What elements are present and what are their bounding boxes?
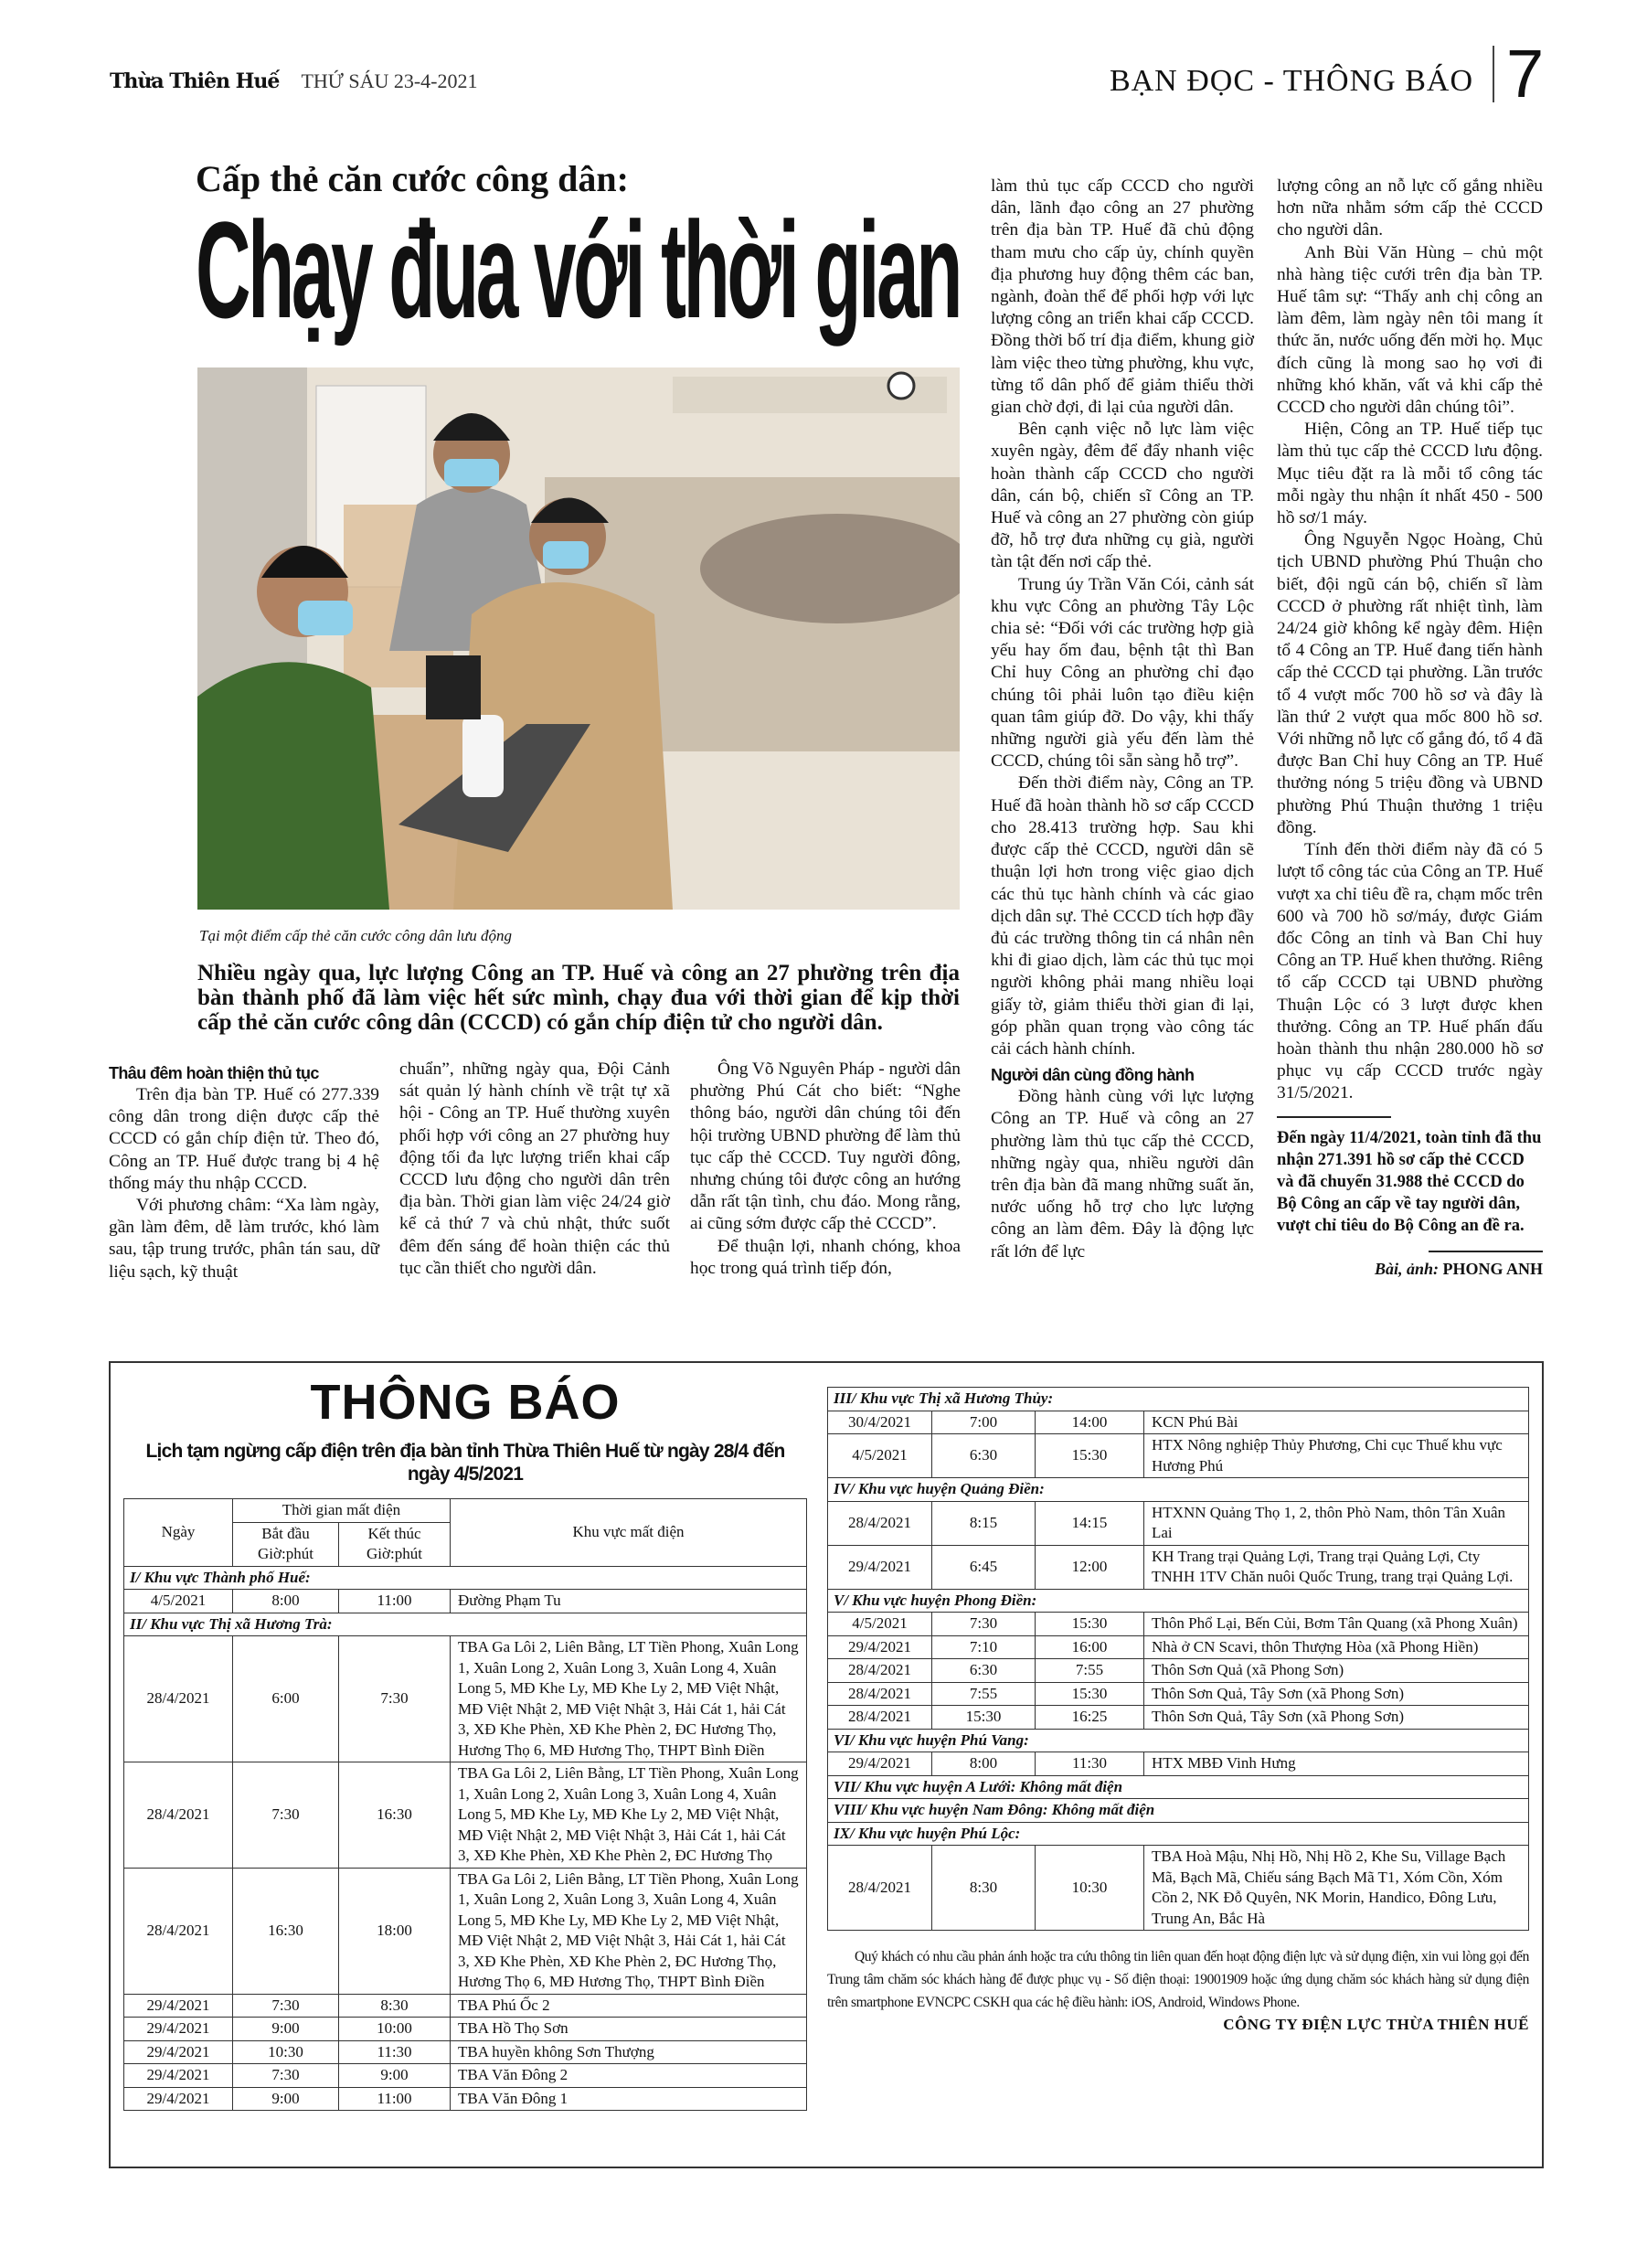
table-row: [828, 1635, 1529, 1659]
cell-date: 29/4/2021: [828, 1545, 932, 1589]
cell-area: TBA Ga Lôi 2, Liên Bằng, LT Tiền Phong, Xuân Long 1, Xuân Long 2, Xuân Long 3, Xuân Long 4, Xuân Long 5, MĐ Khe Ly, MĐ Khe Ly 2, MĐ Việt Nhật, MĐ Việt Nhật 2, MĐ Việt Nhật 3, Hải Cát 1, hải Cát 3, XĐ Khe Phèn, XĐ Khe Phèn 2, ĐC Hương Thọ, Hương Thọ 6, MĐ Hương Thọ, THPT Bình Điền: [451, 1636, 807, 1762]
table-row: [828, 1682, 1529, 1706]
cell-end: 8:30: [339, 1994, 451, 2018]
table-row: [124, 1590, 807, 1613]
section-row: [828, 1775, 1529, 1799]
article-headline: Chạy đua với thời gian: [196, 193, 961, 346]
cell-start: 8:30: [932, 1846, 1036, 1931]
cell-area: KCN Phú Bài: [1144, 1411, 1529, 1434]
cell-date: 28/4/2021: [828, 1846, 932, 1931]
cell-date: 29/4/2021: [124, 2040, 233, 2064]
cell-area: TBA Phú Ốc 2: [451, 1994, 807, 2018]
cell-date: 28/4/2021: [124, 1868, 233, 1994]
notice-title: THÔNG BÁO: [310, 1375, 621, 1430]
cell-area: TBA Văn Đông 2: [451, 2064, 807, 2088]
cell-date: 4/5/2021: [828, 1434, 932, 1478]
cell-start: 16:30: [233, 1868, 339, 1994]
outage-table-left: [123, 1498, 807, 2111]
headline-wrapper: [196, 193, 961, 347]
notice-left: [123, 1374, 807, 2154]
notice-subtitle: Lịch tạm ngừng cấp điện trên địa bàn tỉnh Thừa Thiên Huế từ ngày 28/4 đến ngày 4/5/2021: [145, 1441, 785, 1485]
cell-date: 28/4/2021: [828, 1682, 932, 1706]
cell-start: 7:30: [233, 1762, 339, 1869]
table-row: [124, 2064, 807, 2088]
header-area: Khu vực mất điện: [451, 1499, 807, 1567]
table-row: [124, 1868, 807, 1994]
table-row: [124, 1994, 807, 2018]
article-main-area: [109, 157, 961, 1283]
cell-date: 30/4/2021: [828, 1411, 932, 1434]
summary-box: Đến ngày 11/4/2021, toàn tỉnh đã thu nhận 271.391 hồ sơ cấp thẻ CCCD và đã chuyển 31.988 thẻ CCCD do Bộ Công an cấp về tay người dân, vượt chỉ tiêu do Bộ Công an đề ra.: [1277, 1128, 1542, 1236]
table-row: [828, 1752, 1529, 1776]
article-kicker: Cấp thẻ căn cước công dân:: [196, 158, 629, 199]
paragraph: Trung úy Trần Văn Cói, cảnh sát khu vực Công an phường Tây Lộc chia sẻ: “Đối với các trường hợp già yếu hay ốm đau, bệnh tật thì Ban Chỉ huy Công an phường chỉ đạo chúng tôi phải luôn tạo điều kiện quan tâm giúp đỡ. Do vậy, khi thấy những người già yếu đến làm thẻ CCCD, chúng tôi sẵn sàng hỗ trợ”.: [991, 574, 1254, 772]
section-row: [828, 1388, 1529, 1411]
paragraph: Để thuận lợi, nhanh chóng, khoa học trong quá trình tiếp đón,: [690, 1236, 961, 1278]
cell-area: Thôn Sơn Quả (xã Phong Sơn): [1144, 1659, 1529, 1683]
cell-area: HTXNN Quảng Thọ 1, 2, thôn Phò Nam, thôn Tân Xuân Lai: [1144, 1501, 1529, 1545]
section-title: IX/ Khu vực huyện Phú Lộc:: [828, 1822, 1529, 1846]
cell-date: 29/4/2021: [124, 1994, 233, 2018]
header-time: Thời gian mất điện: [233, 1499, 451, 1523]
cell-end: 11:30: [339, 2040, 451, 2064]
paragraph: Tính đến thời điểm này đã có 5 lượt tổ công tác của Công an TP. Huế vượt xa chỉ tiêu đề ra, chạm mốc trên 600 và 700 hồ sơ/máy, được Giám đốc Công an tỉnh và Ban Chỉ huy Công an TP. Huế khen thưởng. Riêng tổ cấp CCCD tại UBND phường Thuận Lộc có 3 lượt được khen thưởng. Công an TP. Huế phấn đấu hoàn thành thu nhận 280.000 hồ sơ phục vụ cấp CCCD trước ngày 31/5/2021.: [1277, 840, 1543, 1103]
paragraph: Ông Võ Nguyên Pháp - người dân phường Phú Cát cho biết: “Nghe thông báo, người dân chúng tôi đến hội trường UBND phường để làm thủ tục cấp thẻ CCCD. Tuy người đông, nhưng chúng tôi được công an hướng dẫn rất tận tình, chu đáo. Mong rằng, ai cũng sớm được cấp thẻ CCCD”.: [690, 1059, 961, 1234]
article-column-1: [109, 1059, 379, 1283]
byline-divider: [1429, 1251, 1543, 1252]
cell-end: 12:00: [1036, 1545, 1144, 1589]
paragraph: Trên địa bàn TP. Huế có 277.339 công dân trong diện được cấp thẻ CCCD có gắn chíp điện tử. Theo đó, Công an TP. Huế được trang bị 4 hệ thống máy thu nhập CCCD.: [109, 1085, 379, 1193]
section-row: [828, 1822, 1529, 1846]
table-row: [828, 1659, 1529, 1683]
table-row: [828, 1434, 1529, 1478]
byline-label: Bài, ảnh:: [1374, 1259, 1439, 1278]
cell-start: 7:00: [932, 1411, 1036, 1434]
cell-end: 10:00: [339, 2018, 451, 2041]
cell-area: Thôn Sơn Quả, Tây Sơn (xã Phong Sơn): [1144, 1706, 1529, 1730]
cell-start: 6:45: [932, 1545, 1036, 1589]
cell-area: Đường Phạm Tu: [451, 1590, 807, 1613]
section-row: [828, 1799, 1529, 1823]
cell-date: 29/4/2021: [124, 2064, 233, 2088]
cell-end: 15:30: [1036, 1682, 1144, 1706]
section-title: VII/ Khu vực huyện A Lưới: Không mất điện: [828, 1775, 1529, 1799]
paragraph: Ông Nguyễn Ngọc Hoàng, Chủ tịch UBND phường Phú Thuận cho biết, đội ngũ cán bộ, chiến sĩ làm CCCD ở phường rất nhiệt tình, làm 24/24 giờ không kể ngày đêm. Hiện tổ 4 Công an TP. Huế đang tiến hành cấp thẻ CCCD tại phường. Lần trước tổ 4 vượt mốc 700 hồ sơ và đây là lần thứ 2 vượt qua mốc 800 hồ sơ. Với những nỗ lực cố gắng đó, tổ 4 đã được Ban Chỉ huy Công an TP. Huế thưởng nóng 5 triệu đồng và UBND phường Phú Thuận thưởng 1 triệu đồng.: [1277, 530, 1543, 837]
paragraph: Với phương châm: “Xa làm ngày, gần làm đêm, dễ làm trước, khó làm sau, tập trung trước, phân tán sau, dữ liệu sạch, kỹ thuật: [109, 1196, 379, 1282]
article-lead: Nhiều ngày qua, lực lượng Công an TP. Huế và công an 27 phường trên địa bàn thành phố đã làm việc hết sức mình, chạy đua với thời gian để kịp thời cấp thẻ căn cước công dân (CCCD) có gắn chíp điện tử cho người dân.: [197, 961, 960, 1035]
table-row: [828, 1706, 1529, 1730]
cell-end: 11:30: [1036, 1752, 1144, 1776]
cell-date: 4/5/2021: [828, 1613, 932, 1636]
section-title: I/ Khu vực Thành phố Huế:: [124, 1566, 807, 1590]
notice-footnote: Quý khách có nhu cầu phản ánh hoặc tra cứu thông tin liên quan đến hoạt động điện lực và sử dụng điện, xin vui lòng gọi đến Trung tâm chăm sóc khách hàng để được phục vụ - Số điện thoại: 19001909 hoặc ứng dụng chăm sóc khách hàng sử dụng điện trên smartphone EVNCPC CSKH qua các hệ điều hành: iOS, Android, Windows Phone.: [827, 1949, 1529, 2010]
cell-end: 11:00: [339, 2087, 451, 2111]
section-title: BẠN ĐỌC - THÔNG BÁO: [1109, 64, 1473, 98]
cell-end: 15:30: [1036, 1434, 1144, 1478]
cell-date: 29/4/2021: [828, 1752, 932, 1776]
cell-area: TBA Hoà Mậu, Nhị Hồ, Nhị Hồ 2, Khe Su, Village Bạch Mã, Bạch Mã, Chiếu sáng Bạch Mã T1, Xóm Cồn, Xóm Cồn 2, NK Đỗ Quyên, NK Morin, Handico, Đông Lưu, Trung An, Bắc Hà: [1144, 1846, 1529, 1931]
table-row: [124, 2040, 807, 2064]
cell-area: TBA Hồ Thọ Sơn: [451, 2018, 807, 2041]
box-divider: [1277, 1116, 1391, 1118]
notice-right: [827, 1374, 1529, 2154]
photo-caption: Tại một điểm cấp thẻ căn cước công dân lưu động: [199, 927, 513, 944]
section-row: [124, 1566, 807, 1590]
cell-date: 29/4/2021: [828, 1635, 932, 1659]
right-column-wrapper: [1277, 176, 1543, 1283]
company-signature: CÔNG TY ĐIỆN LỰC THỪA THIÊN HUẾ: [1223, 2016, 1529, 2033]
paragraph: Đến thời điểm này, Công an TP. Huế đã hoàn thành hồ sơ cấp CCCD cho 28.413 trường hợp. Sau khi được cấp thẻ CCCD, người dân sẽ thuận lợi hơn trong việc giao dịch các thủ tục hành chính và các giao dịch dân sự. Thẻ CCCD tích hợp đầy đủ các trường thông tin cá nhân nên khi đi giao dịch, làm các thủ tục mọi người không phải mang nhiều loại giấy tờ, giảm thiểu thời gian đi lại, góp phần quan trọng vào công tác cải cách hành chính.: [991, 773, 1254, 1059]
cell-start: 9:00: [233, 2018, 339, 2041]
cell-area: TBA Ga Lôi 2, Liên Bằng, LT Tiền Phong, Xuân Long 1, Xuân Long 2, Xuân Long 3, Xuân Long 4, Xuân Long 5, MĐ Khe Ly, MĐ Khe Ly 2, MĐ Việt Nhật, MĐ Việt Nhật 2, MĐ Việt Nhật 3, Hải Cát 1, hải Cát 3, XĐ Khe Phèn, XĐ Khe Phèn 2, ĐC Hương Thọ, Hương Thọ 6, MĐ Hương Thọ, THPT Bình Điền: [451, 1868, 807, 1994]
article-column-2: [399, 1059, 670, 1283]
subheading: Thâu đêm hoàn thiện thủ tục: [109, 1064, 319, 1082]
table-row: [124, 2087, 807, 2111]
section-title: II/ Khu vực Thị xã Hương Trà:: [124, 1613, 807, 1636]
article-column-4: [991, 176, 1254, 1283]
cell-end: 14:15: [1036, 1501, 1144, 1545]
table-row: [828, 1411, 1529, 1434]
section-row: [828, 1478, 1529, 1502]
cell-area: KH Trang trại Quảng Lợi, Trang trại Quảng Lợi, Cty TNHH 1TV Chăn nuôi Quốc Trung, trang trại Quảng Lợi.: [1144, 1545, 1529, 1589]
issue-date: THỨ SÁU 23-4-2021: [301, 69, 478, 92]
cell-start: 15:30: [932, 1706, 1036, 1730]
page-number: 7: [1506, 36, 1545, 112]
article: [109, 157, 1543, 1283]
paragraph: Đồng hành cùng với lực lượng Công an TP. Huế và công an 27 phường làm thủ tục cấp thẻ CCCD, những ngày qua, nhiều người dân trên địa bàn đã mang những suất ăn, nước uống hỗ trợ cho lực lượng công an làm đêm. Đây là động lực rất lớn để lực: [991, 1087, 1254, 1262]
cell-end: 7:30: [339, 1636, 451, 1762]
header-end: Kết thúc Giờ:phút: [339, 1522, 451, 1566]
cell-end: 18:00: [339, 1868, 451, 1994]
table-row: [124, 2018, 807, 2041]
cell-end: 7:55: [1036, 1659, 1144, 1683]
cell-end: 16:25: [1036, 1706, 1144, 1730]
cell-start: 7:30: [233, 2064, 339, 2088]
cell-end: 9:00: [339, 2064, 451, 2088]
subheading: Người dân cùng đồng hành: [991, 1066, 1195, 1085]
cell-area: Thôn Phổ Lại, Bến Củi, Bơm Tân Quang (xã Phong Xuân): [1144, 1613, 1529, 1636]
cell-area: Thôn Sơn Quả, Tây Sơn (xã Phong Sơn): [1144, 1682, 1529, 1706]
table-row: [124, 1636, 807, 1762]
cell-date: 28/4/2021: [124, 1762, 233, 1869]
section-title: V/ Khu vực huyện Phong Điền:: [828, 1589, 1529, 1613]
cell-area: Nhà ở CN Scavi, thôn Thượng Hòa (xã Phong Hiền): [1144, 1635, 1529, 1659]
newspaper-masthead: Thừa Thiên Huế: [110, 69, 280, 93]
section-row: [124, 1613, 807, 1636]
cell-start: 9:00: [233, 2087, 339, 2111]
cell-start: 7:30: [233, 1994, 339, 2018]
header-date: Ngày: [124, 1499, 233, 1567]
bottom-columns: [109, 1059, 961, 1283]
article-column-3: [690, 1059, 961, 1283]
section-title: IV/ Khu vực huyện Quảng Điền:: [828, 1478, 1529, 1502]
paragraph-continued: lượng công an nỗ lực cố gắng nhiều hơn nữa nhằm sớm cấp thẻ CCCD cho người dân.: [1277, 176, 1543, 240]
section-row: [828, 1729, 1529, 1752]
article-photo: [197, 367, 960, 910]
cell-area: HTX Nông nghiệp Thủy Phương, Chi cục Thuế khu vực Hương Phú: [1144, 1434, 1529, 1478]
cell-start: 7:55: [932, 1682, 1036, 1706]
cell-start: 10:30: [233, 2040, 339, 2064]
section-row: [828, 1589, 1529, 1613]
cell-start: 6:00: [233, 1636, 339, 1762]
paragraph: Hiện, Công an TP. Huế tiếp tục làm thủ tục cấp thẻ CCCD lưu động. Mục tiêu đặt ra là mỗi tổ công tác mỗi ngày thu nhận ít nhất 450 - 500 hồ sơ/1 máy.: [1277, 420, 1543, 528]
cell-start: 8:00: [932, 1752, 1036, 1776]
table-row: [828, 1501, 1529, 1545]
cell-end: 16:00: [1036, 1635, 1144, 1659]
section-title: VIII/ Khu vực huyện Nam Đông: Không mất điện: [828, 1799, 1529, 1823]
cell-date: 29/4/2021: [124, 2018, 233, 2041]
table-row: [828, 1613, 1529, 1636]
header-start: Bắt đầu Giờ:phút: [233, 1522, 339, 1566]
cell-area: HTX MBĐ Vinh Hưng: [1144, 1752, 1529, 1776]
paragraph-continued: chuẩn”, những ngày qua, Đội Cảnh sát quản lý hành chính về trật tự xã hội - Công an TP. Huế thường xuyên phối hợp với công an 27 phường huy động tối đa lực lượng triển khai cấp CCCD lưu động cho người dân trên địa bàn. Thời gian làm việc 24/24 giờ kể cả thứ 7 và chủ nhật, thức suốt đêm đến sáng để hoàn thiện các thủ tục cần thiết cho người dân.: [399, 1059, 670, 1278]
byline: [1277, 1260, 1543, 1279]
cell-date: 29/4/2021: [124, 2087, 233, 2111]
cell-start: 6:30: [932, 1659, 1036, 1683]
header-divider: [1493, 46, 1494, 102]
cell-start: 7:10: [932, 1635, 1036, 1659]
cell-start: 6:30: [932, 1434, 1036, 1478]
cell-end: 15:30: [1036, 1613, 1144, 1636]
article-column-5: [1277, 176, 1543, 1105]
table-row: [828, 1846, 1529, 1931]
table-row: [828, 1545, 1529, 1589]
cell-start: 8:00: [233, 1590, 339, 1613]
cell-end: 11:00: [339, 1590, 451, 1613]
section-title: VI/ Khu vực huyện Phú Vang:: [828, 1729, 1529, 1752]
paragraph: Bên cạnh việc nỗ lực làm việc xuyên ngày, đêm để đẩy nhanh việc hoàn thành cấp CCCD cho người dân, cán bộ, chiến sĩ Công an TP. Huế và công an 27 phường còn giúp đỡ, hỗ trợ đưa những cụ già, người tàn tật đến nơi cấp thẻ.: [991, 420, 1254, 572]
byline-author: PHONG ANH: [1442, 1259, 1543, 1278]
cell-area: TBA huyền không Sơn Thượng: [451, 2040, 807, 2064]
cell-end: 16:30: [339, 1762, 451, 1869]
cell-date: 28/4/2021: [124, 1636, 233, 1762]
paragraph-continued: làm thủ tục cấp CCCD cho người dân, lãnh đạo công an 27 phường trên địa bàn TP. Huế đã chủ động tham mưu cho cấp ủy, chính quyền địa phương huy động thêm các ban, ngành, đoàn thể để phối hợp với lực lượng công an triển khai cấp CCCD. Đồng thời bố trí địa điểm, khung giờ làm việc theo từng phường, khu vực, từng tổ dân phố để giảm thiểu thời gian chờ đợi, đi lại của người dân.: [991, 176, 1254, 418]
cell-date: 28/4/2021: [828, 1659, 932, 1683]
cell-date: 28/4/2021: [828, 1706, 932, 1730]
cell-end: 14:00: [1036, 1411, 1144, 1434]
outage-table-right: [827, 1387, 1529, 1931]
cell-start: 7:30: [932, 1613, 1036, 1636]
cell-end: 10:30: [1036, 1846, 1144, 1931]
cell-date: 4/5/2021: [124, 1590, 233, 1613]
paragraph: Anh Bùi Văn Hùng – chủ một nhà hàng tiệc cưới trên địa bàn TP. Huế tâm sự: “Thấy anh chị công an làm đêm, làm ngày nên tôi mang ít thức ăn, nước uống đến mời họ. Mục đích cũng là mong sao họ vơi đi những khó khăn, vất vả khi cấp thẻ CCCD cho người dân chúng tôi”.: [1277, 242, 1543, 418]
table-row: [124, 1762, 807, 1869]
cell-area: TBA Ga Lôi 2, Liên Bằng, LT Tiền Phong, Xuân Long 1, Xuân Long 2, Xuân Long 3, Xuân Long 4, Xuân Long 5, MĐ Khe Ly, MĐ Khe Ly 2, MĐ Việt Nhật, MĐ Việt Nhật 2, MĐ Việt Nhật 3, Hải Cát 1, hải Cát 3, XĐ Khe Phèn, XĐ Khe Phèn 2, ĐC Hương Thọ: [451, 1762, 807, 1869]
header-left: [110, 69, 478, 93]
power-outage-notice: [109, 1361, 1544, 2168]
section-title: III/ Khu vực Thị xã Hương Thủy:: [828, 1388, 1529, 1411]
cell-start: 8:15: [932, 1501, 1036, 1545]
cell-area: TBA Văn Đông 1: [451, 2087, 807, 2111]
cell-date: 28/4/2021: [828, 1501, 932, 1545]
